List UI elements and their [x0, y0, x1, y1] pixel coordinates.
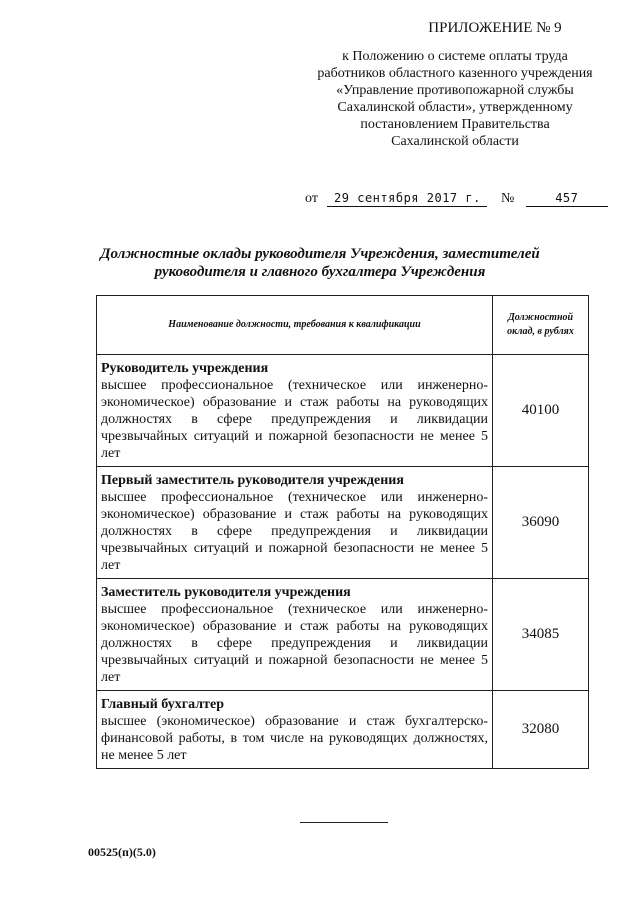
role-name: Руководитель учреждения: [101, 361, 269, 376]
salary-value: 40100: [493, 355, 589, 467]
document-title-line: Должностные оклады руководителя Учреждения, заместителей: [100, 246, 540, 262]
table-row: [97, 579, 589, 691]
requirements-text: высшее профессиональное (техническое или инженерно-экономическое) образование и стаж работы на руководящих должностях в сфере предупреждения и ликвидации чрезвычайных ситуаций и пожарной безопасности не менее 5 лет: [101, 602, 488, 685]
footer-divider: [300, 822, 388, 823]
resolution-number: 457: [526, 191, 608, 207]
salary-table: [96, 295, 589, 769]
salary-value: 32080: [493, 691, 589, 769]
appendix-line: постановлением Правительства: [360, 117, 550, 132]
requirements-text: высшее (экономическое) образование и стаж бухгалтерско-финансовой работы, в том числе на руководящих должностях, не менее 5 лет: [101, 714, 488, 763]
table-row: [97, 355, 589, 467]
approval-date-row: [305, 191, 608, 207]
date-prefix: от: [305, 191, 318, 206]
salary-value: 36090: [493, 467, 589, 579]
position-cell: [97, 691, 493, 769]
role-name: Заместитель руководителя учреждения: [101, 585, 351, 600]
position-cell: [97, 579, 493, 691]
table-row: [97, 467, 589, 579]
appendix-line: работников областного казенного учреждения: [317, 66, 593, 81]
document-title-line: руководителя и главного бухгалтера Учреждения: [154, 264, 486, 280]
position-cell: [97, 467, 493, 579]
appendix-line: Сахалинской области», утвержденному: [337, 100, 573, 115]
footer-code: 00525(п)(5.0): [88, 845, 156, 859]
header-position: Наименование должности, требования к квалификации: [97, 296, 493, 355]
role-name: Главный бухгалтер: [101, 697, 224, 712]
header-salary-line: Должностной: [507, 312, 574, 323]
approval-date: 29 сентября 2017 г.: [327, 191, 487, 207]
requirements-text: высшее профессиональное (техническое или инженерно-экономическое) образование и стаж работы на руководящих должностях в сфере предупреждения и ликвидации чрезвычайных ситуаций и пожарной безопасности не менее 5 лет: [101, 378, 488, 461]
salary-value: 34085: [493, 579, 589, 691]
appendix-title: ПРИЛОЖЕНИЕ № 9: [428, 20, 562, 36]
table-row: [97, 691, 589, 769]
header-salary: [493, 296, 589, 355]
table-header-row: [97, 296, 589, 355]
appendix-line: «Управление противопожарной службы: [336, 83, 574, 98]
position-cell: [97, 355, 493, 467]
document-title: [90, 245, 550, 281]
number-prefix: №: [500, 191, 515, 206]
header-salary-line: оклад, в рублях: [507, 326, 574, 337]
appendix-line: к Положению о системе оплаты труда: [342, 49, 568, 64]
requirements-text: высшее профессиональное (техническое или инженерно-экономическое) образование и стаж работы на руководящих должностях в сфере предупреждения и ликвидации чрезвычайных ситуаций и пожарной безопасности не менее 5 лет: [101, 490, 488, 573]
role-name: Первый заместитель руководителя учреждения: [101, 473, 404, 488]
appendix-line: Сахалинской области: [391, 134, 519, 149]
appendix-block: [305, 20, 605, 150]
